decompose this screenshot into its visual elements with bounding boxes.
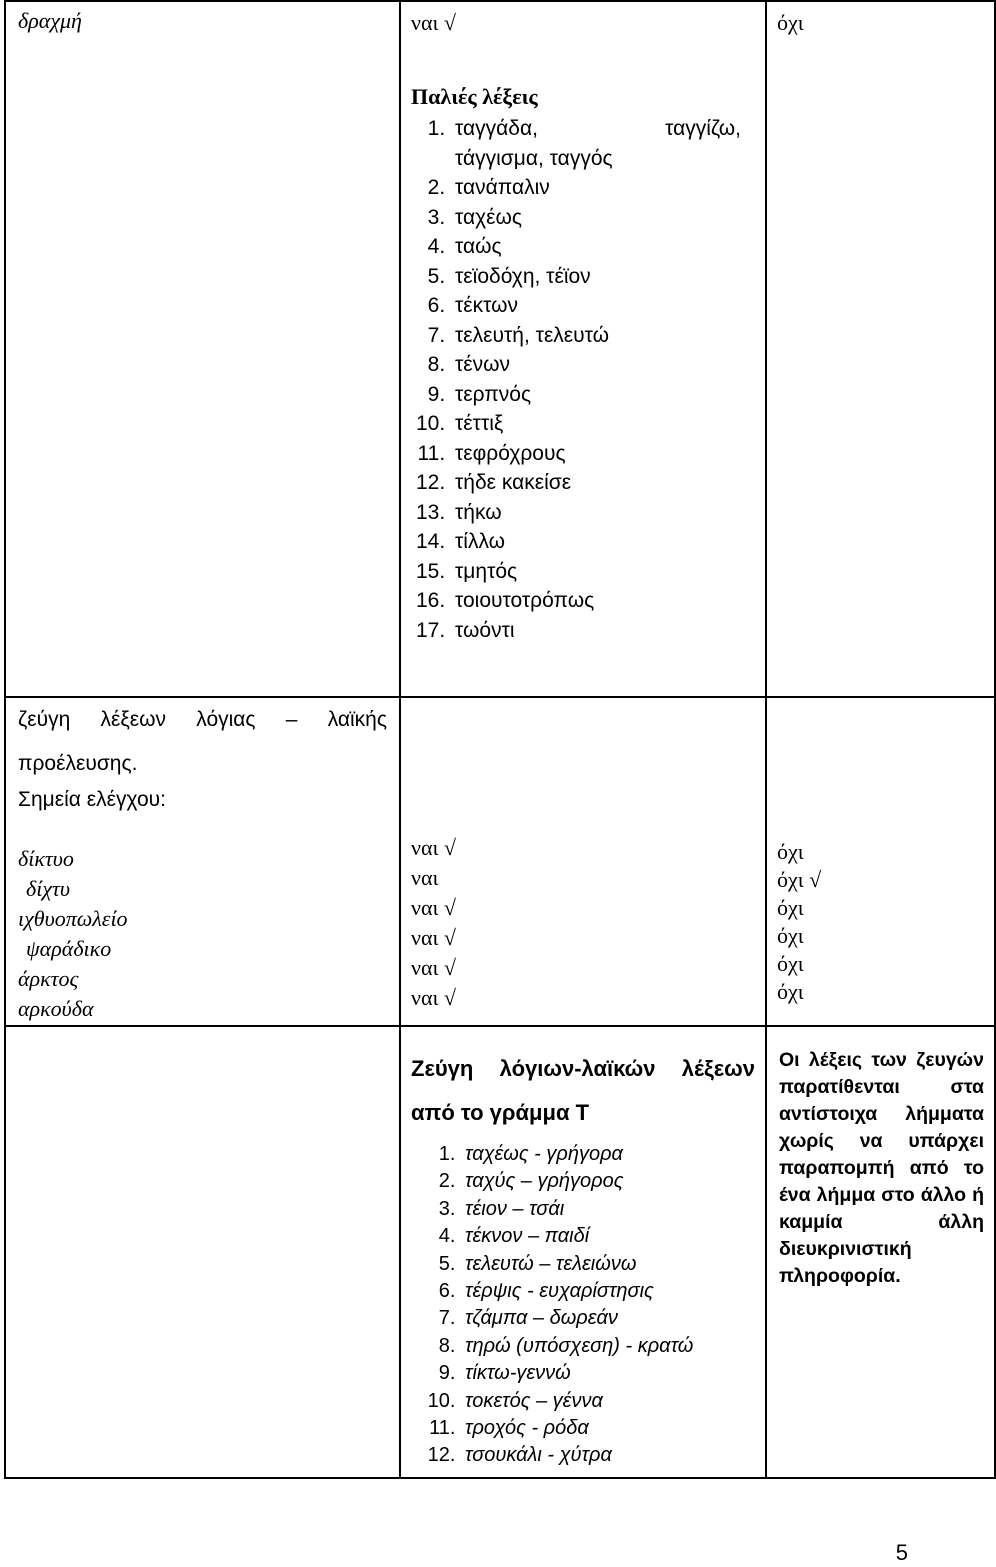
no-cell <box>766 697 995 1026</box>
word-cell <box>5 1 400 697</box>
list-item: όχι <box>777 839 804 864</box>
list-item: ναι √ <box>411 955 456 980</box>
list-item: ναι <box>411 865 439 890</box>
table-row <box>5 1026 995 1478</box>
list-item: 2. τανάπαλιν <box>451 173 741 203</box>
list-item: ψαράδικο <box>26 936 112 961</box>
note-cell <box>766 1026 995 1478</box>
no-cell <box>766 1 995 697</box>
list-item: 17. τωόντι <box>451 616 741 646</box>
list-item: 4. ταώς <box>451 232 741 262</box>
yes-cell <box>400 697 766 1026</box>
list-item: όχι <box>777 979 804 1004</box>
list-item: 15. τμητός <box>451 557 741 587</box>
list-item: όχι <box>777 951 804 976</box>
list-item: 10. τοκετός – γέννα <box>461 1388 755 1415</box>
word-cell <box>5 697 400 1026</box>
list-item: 1. ταγγάδα, ταγγίζω, τάγγισμα, ταγγός <box>451 114 741 173</box>
list-item: 1. ταχέως - γρήγορα <box>461 1141 755 1168</box>
list-item: 12. τήδε κακείσε <box>451 468 741 498</box>
list-item: 6. τέκτων <box>451 291 741 321</box>
title-word: Ζεύγη <box>411 1056 474 1081</box>
list-item: 11. τροχός - ρόδα <box>461 1415 755 1442</box>
old-words-title: Παλιές λέξεις <box>411 84 538 109</box>
checkpoints-label: Σημεία ελέγχου: <box>18 788 166 811</box>
title-word: λόγιων-λαϊκών <box>499 1056 656 1081</box>
heading-word: λέξεων <box>100 708 167 731</box>
list-item: ναι √ <box>411 895 456 920</box>
list-item: 7. τζάμπα – δωρεάν <box>461 1305 755 1332</box>
table-row <box>5 1 995 697</box>
list-item: δίχτυ <box>26 876 70 901</box>
list-item: 7. τελευτή, τελευτώ <box>451 321 741 351</box>
no-answer: όχι <box>777 10 804 35</box>
list-item: 12. τσουκάλι - χύτρα <box>461 1442 755 1469</box>
heading-word: λόγιας <box>196 708 256 731</box>
pairs-cell <box>400 1026 766 1478</box>
empty-cell <box>5 1026 400 1478</box>
list-item: 5. τεϊοδόχη, τέϊον <box>451 262 741 292</box>
pairs-heading <box>18 696 387 744</box>
list-item: 9. τερπνός <box>451 380 741 410</box>
list-item: 11. τεφρόχρους <box>451 439 741 469</box>
list-item: 8. τηρώ (υπόσχεση) - κρατώ <box>461 1333 755 1360</box>
list-item: 8. τένων <box>451 350 741 380</box>
note-text: Οι λέξεις των ζευγών παρατίθενται στα αντίστοιχα λήμματα χωρίς να υπάρχει παραπομπή από το ένα λήμμα στο άλλο ή καμμία άλλη διευκρινιστική πληροφορία. <box>779 1049 984 1287</box>
yes-cell <box>400 1 766 697</box>
word-drachmi: δραχμή <box>18 8 82 33</box>
list-item: όχι <box>777 895 804 920</box>
table-row <box>5 697 995 1026</box>
list-item: δίκτυο <box>18 846 74 871</box>
list-item: αρκούδα <box>18 996 94 1021</box>
title-word: λέξεων <box>681 1056 755 1081</box>
checkpoint-words <box>18 844 387 1024</box>
list-item: όχι <box>777 923 804 948</box>
pairs-heading-end: προέλευσης. <box>18 752 138 775</box>
old-words-list <box>411 114 741 645</box>
heading-word: λαϊκής <box>327 708 387 731</box>
list-item: 3. ταχέως <box>451 203 741 233</box>
list-item: ναι √ <box>411 835 456 860</box>
list-item: 4. τέκνον – παιδί <box>461 1223 755 1250</box>
list-item: ιχθυοπωλείο <box>18 906 128 931</box>
list-item: άρκτος <box>18 966 79 991</box>
list-item: ναι √ <box>411 925 456 950</box>
list-item: 16. τοιουτοτρόπως <box>451 586 741 616</box>
list-item: 2. ταχύς – γρήγορος <box>461 1168 755 1195</box>
list-item: 14. τίλλω <box>451 527 741 557</box>
yes-answer: ναι √ <box>411 10 456 35</box>
pairs-list-title <box>411 1047 755 1135</box>
list-item: όχι √ <box>777 867 822 892</box>
list-item: 6. τέρψις - ευχαρίστησις <box>461 1278 755 1305</box>
word-pairs-list <box>411 1141 755 1470</box>
list-item: 9. τίκτω-γεννώ <box>461 1360 755 1387</box>
list-item: 5. τελευτώ – τελειώνω <box>461 1251 755 1278</box>
lexicon-table <box>4 0 996 1479</box>
list-item: 3. τέιον – τσάι <box>461 1196 755 1223</box>
heading-word: – <box>285 708 298 731</box>
title-line-2: από το γράμμα Τ <box>411 1100 590 1125</box>
list-item: 13. τήκω <box>451 498 741 528</box>
list-item: 10. τέττιξ <box>451 409 741 439</box>
list-item: ναι √ <box>411 985 456 1010</box>
page-number: 5 <box>895 1540 908 1565</box>
heading-word: ζεύγη <box>18 708 71 731</box>
